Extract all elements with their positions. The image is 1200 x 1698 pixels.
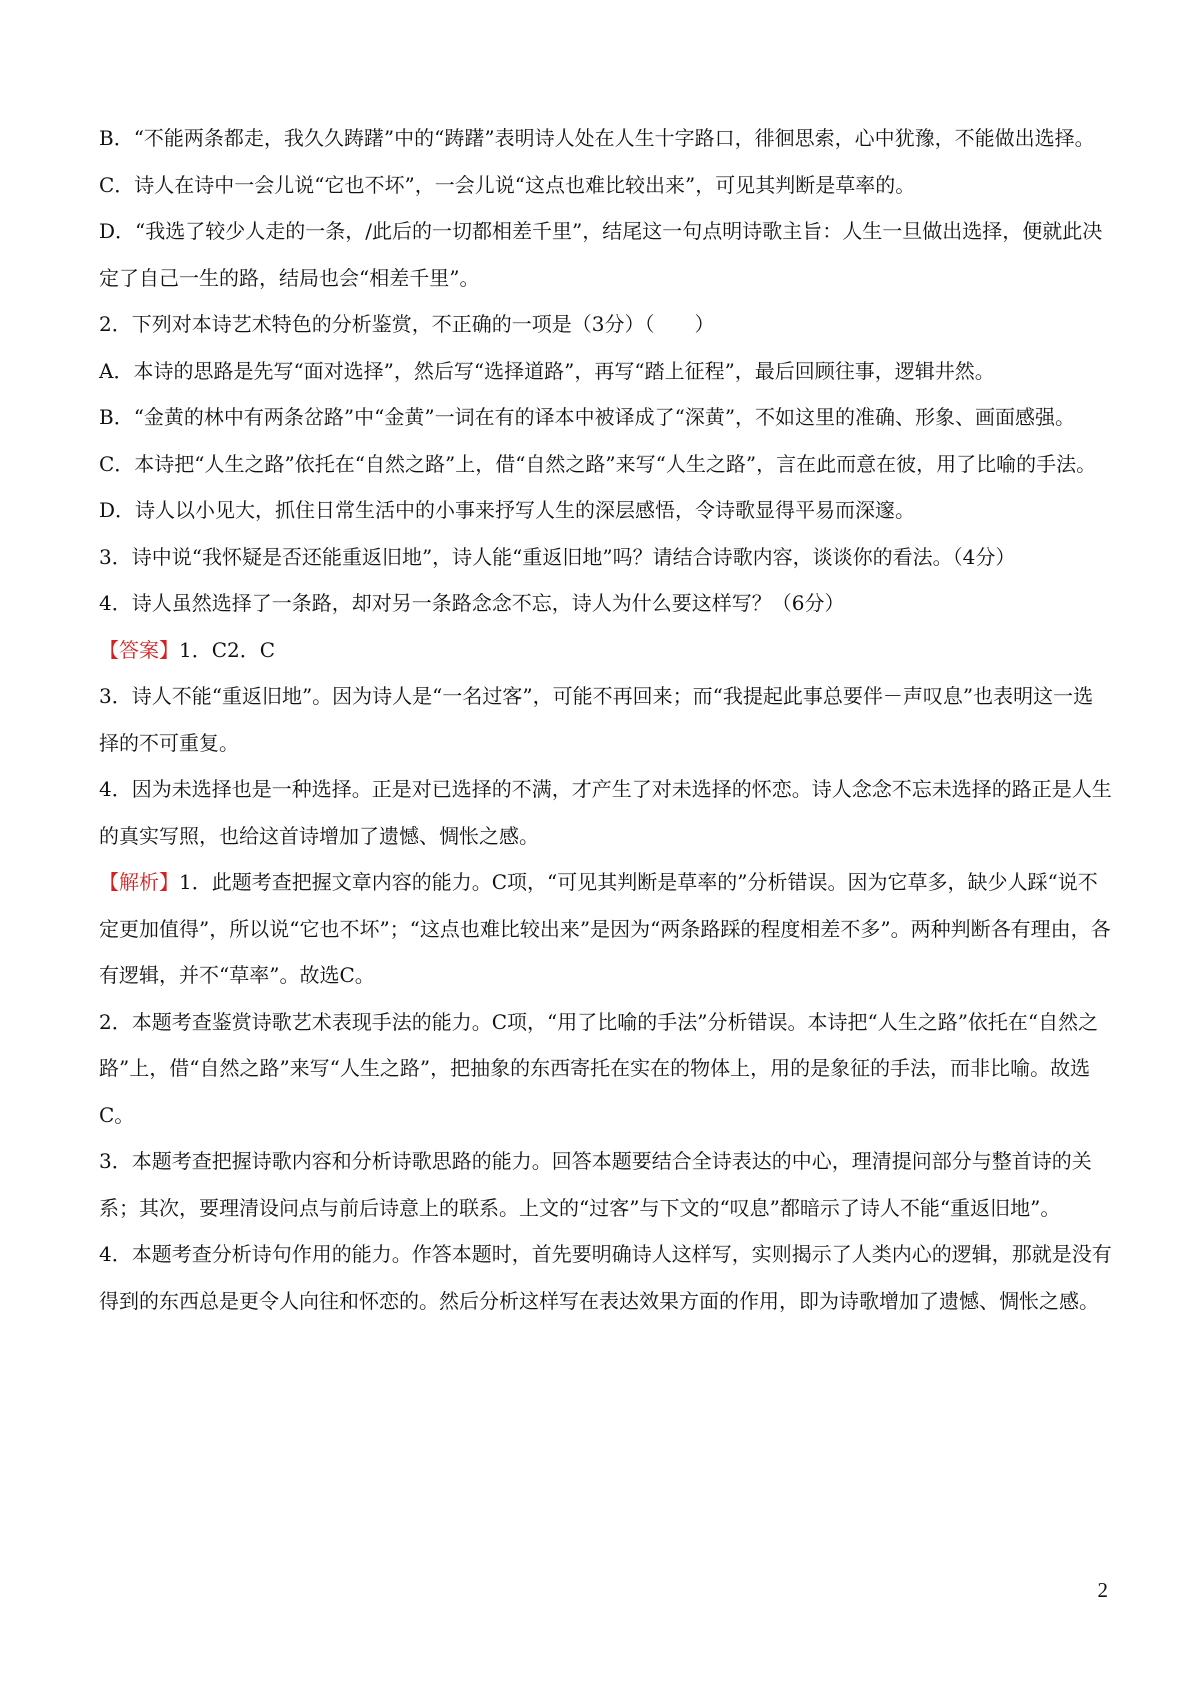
analysis-3: 3．本题考查把握诗歌内容和分析诗歌思路的能力。回答本题要结合全诗表达的中心，理清提问部分与整首诗的关系；其次，要理清设问点与前后诗意上的联系。上文的“过客”与下文的“叹息”都暗示了诗人不能“重返旧地”。 — [99, 1149, 1092, 1220]
analysis-tag: 【解析】 — [99, 870, 179, 894]
analysis-4: 4．本题考查分析诗句作用的能力。作答本题时，首先要明确诗人这样写，实则揭示了人类内心的逻辑，那就是没有得到的东西总是更令人向往和怀恋的。然后分析这样写在表达效果方面的作用，即为诗歌增加了遗憾、惆怅之感。 — [99, 1242, 1112, 1313]
question-3: 3．诗中说“我怀疑是否还能重返旧地”，诗人能“重返旧地”吗？请结合诗歌内容，谈谈你的看法。（4分） — [99, 544, 1016, 569]
option-c-q1: C．诗人在诗中一会儿说“它也不坏”，一会儿说“这点也难比较出来”，可见其判断是草率的。 — [99, 172, 916, 197]
answer-4: 4．因为未选择也是一种选择。正是对已选择的不满，才产生了对未选择的怀恋。诗人念念不忘未选择的路正是人生的真实写照，也给这首诗增加了遗憾、惆怅之感。 — [99, 777, 1112, 848]
option-d-q1: D．“我选了较少人走的一条，/此后的一切都相差千里”，结尾这一句点明诗歌主旨：人生一旦做出选择，便就此决定了自己一生的路，结局也会“相差千里”。 — [99, 219, 1103, 290]
option-b-q1: B．“不能两条都走，我久久踌躇”中的“踌躇”表明诗人处在人生十字路口，徘徊思索，心中犹豫，不能做出选择。 — [99, 126, 1095, 150]
answer-line: 【答案】1．C2．C — [99, 637, 276, 662]
question-2: 2．下列对本诗艺术特色的分析鉴赏，不正确的一项是（3分）（ ） — [99, 312, 715, 336]
page-content — [99, 115, 1112, 1324]
option-d-q2: D．诗人以小见大，抓住日常生活中的小事来抒写人生的深层感悟，令诗歌显得平易而深邃。 — [99, 498, 916, 522]
answer-tag: 【答案】 — [99, 637, 179, 662]
answer-3: 3．诗人不能“重返旧地”。因为诗人是“一名过客”，可能不再回来；而“我提起此事总要伴－声叹息”也表明这一选择的不可重复。 — [99, 684, 1094, 755]
option-a-q2: A．本诗的思路是先写“面对选择”，然后写“选择道路”，再写“踏上征程”，最后回顾往事，逻辑井然。 — [99, 358, 995, 383]
page-number: 2 — [1097, 1578, 1108, 1602]
analysis-2: 2．本题考查鉴赏诗歌艺术表现手法的能力。C项，“用了比喻的手法”分析错误。本诗把“人生之路”依托在“自然之路”上，借“自然之路”来写“人生之路”，把抽象的东西寄托在实在的物体上，用的是象征的手法，而非比喻。故选C。 — [99, 1009, 1099, 1127]
analysis-1: 【解析】1．此题考查把握文章内容的能力。C项，“可见其判断是草率的”分析错误。因为它草多，缺少人踩“说不定更加值得”，所以说“它也不坏”；“这点也难比较出来”是因为“两条路踩的程度相差不多”。两种判断各有理由，各有逻辑，并不“草率”。故选C。 — [99, 870, 1111, 987]
question-4: 4．诗人虽然选择了一条路，却对另一条路念念不忘，诗人为什么要这样写？（6分） — [99, 591, 845, 615]
option-c-q2: C．本诗把“人生之路”依托在“自然之路”上，借“自然之路”来写“人生之路”，言在此而意在彼，用了比喻的手法。 — [99, 451, 1097, 476]
option-b-q2: B．“金黄的林中有两条岔路”中“金黄”一词在有的译本中被译成了“深黄”，不如这里的准确、形象、画面感强。 — [99, 405, 1076, 429]
